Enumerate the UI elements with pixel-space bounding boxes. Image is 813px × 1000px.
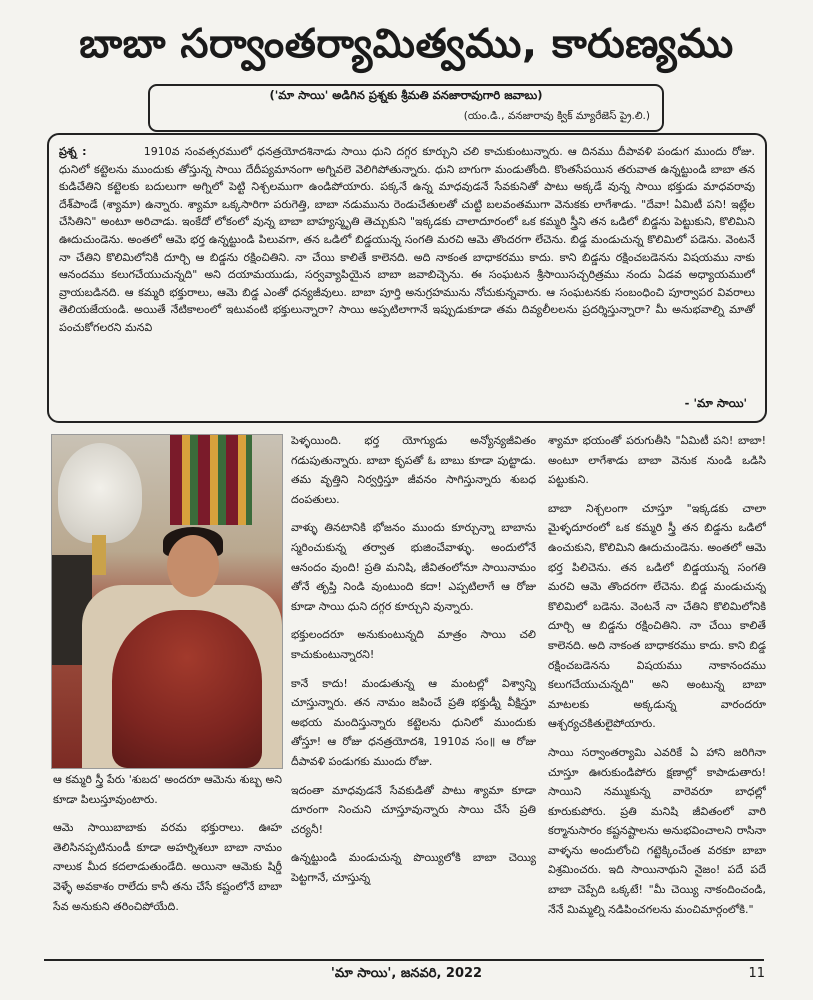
question-box — [47, 133, 767, 423]
question-text-block — [59, 143, 755, 393]
lamp-stand-icon — [92, 535, 106, 575]
right-column — [548, 431, 766, 961]
right-paragraph: బాబా నిశ్చలంగా చూస్తూ "ఇక్కడకు చాలా మైళ్ళదూరంలో ఒక కమ్మరి స్త్రీ తన బిడ్డను ఒడిలో ఉంచుకుని, కొలిమిని ఊదుచుండెను. అంతలో ఆమె భర్త పిలిచెను. తన ఒడిలో బిడ్డయున్న సంగతి మరచి ఆమె తొందరగా లేచెను. బిడ్డ మండుచున్న కొలిమిలో బడెను. వెంటనే నా చేతిని కొలిమిలోనికి దూర్చి ఆ బిడ్డను రక్షించితిని. నా చేయి కాలితే కాలెనది. అది నాకంత బాధాకరము కాదు. కాని బిడ్డ రక్షించబడెనను విషయము నాకానందము కలుగచేయుచున్నది" అని అంటున్న బాబా మాటలకు అక్కడున్న వారందరూ ఆశ్చర్యచకితులైపోయారు. — [548, 501, 766, 731]
peacock-ornament-icon — [58, 443, 142, 543]
caption-column — [53, 770, 282, 958]
middle-column — [291, 431, 536, 961]
right-paragraph: సాయి సర్వాంతర్యామి ఎవరికే ఏ హాని జరిగినా చూస్తూ ఊరుకుండిపోరు క్షణాల్లో కాపాడుతారు! సాయిని నమ్ముకున్న వారెవరూ బాధల్లో కూరుకుపోరు. ప్రతి మనిషి జీవితంలో వారి కర్మానుసారం కష్టనష్టాలను అనుభవించాలని రాసినా వాళ్ళను అందులోంచి గట్టెక్కించేంత వరకూ బాబా విశ్రమించరు. ఇది సాయినాథుని నైజం! పదే పదే బాబా చెప్పేది ఒక్కటే! "మీ చెయ్యి నాకందించండి, నేనే మిమ్మల్ని నడిపించగలను మంచిమార్గంలోకి." — [548, 745, 766, 916]
question-signature: - 'మా సాయి' — [684, 396, 747, 410]
article-title: బాబా సర్వాంతర్యామిత్వము, కారుణ్యము — [79, 21, 734, 67]
author-note: (యం.డి., వనజారావు క్విక్ మ్యారేజెస్ ప్రై.లి.) — [463, 110, 650, 122]
middle-paragraph: పెళ్ళయింది. భర్త యోగ్యుడు అన్యోన్యజీవితం గడుపుతున్నారు. బాబా కృపతో ఓ బాబు కూడా పుట్టాడు. తమ వృత్తిని నిర్వర్తిస్తూ జీవనం సాగిస్తున్నారు శుబధ దంపతులు. — [291, 434, 536, 506]
middle-paragraph: భక్తులందరూ అనుకుంటున్నది మాత్రం సాయి చలి కాచుకుంటున్నారని! — [291, 628, 536, 661]
question-label: ప్రశ్న : — [59, 145, 87, 158]
face-icon — [167, 535, 219, 597]
footer-divider — [44, 959, 764, 961]
page-number: 11 — [748, 966, 765, 981]
middle-paragraph: కానే కాదు! మండుతున్న ఆ మంటల్లో విశ్వాన్ని చూస్తున్నారు. తన నామం జపించే ప్రతి భక్తుడ్నీ వీక్షిస్తూ అభయ మందిస్తున్నారు కట్టెలను ధునిలో ముందుకు తోస్తూ! ఆ రోజు ధనత్రయోదశి, 1910వ సం॥ ఆ రోజు దీపావళి పండుగకు ముందు రోజు. — [291, 676, 536, 768]
right-paragraph: శ్యామా భయంతో పరుగుతీసి "ఏమిటీ పని! బాబా! అంటూ లాగేశాడు బాబా వెనుక నుండి ఒడిసి పట్టుకుని. — [548, 434, 766, 487]
middle-paragraph: ఉన్నట్టుండి మండుచున్న పొయ్యిలోకి బాబా చెయ్యి పెట్టగానే, చూస్తున్న — [291, 851, 536, 884]
caption-paragraph: ఆ కమ్మరి స్త్రీ పేరు 'శుబద' అందరూ ఆమెను శుబ్బ అని కూడా పిలుస్తూవుంటారు. — [53, 773, 282, 806]
footer-magazine-date: 'మా సాయి', జనవరి, 2022 — [330, 966, 483, 981]
saree-figure-icon — [112, 610, 262, 768]
wall-hanging-icon — [170, 435, 252, 525]
middle-paragraph: వాళ్ళు తినటానికి భోజనం ముందు కూర్చున్నా బాబాను స్మరించుకున్న తర్వాత భుజించేవాళ్ళు. అందులోనే ఆనందం వుంది! ప్రతి మనిషి, జీవితంలోనూ సాయినామం తోనే తృప్తి నిండి వుంటుంది కదా! ఎప్పటిలాగే ఆ రోజు కూడా సాయి ధుని దగ్గర కూర్చుని వున్నారు. — [291, 521, 536, 613]
subtitle-box — [148, 84, 664, 132]
question-text: 1910వ సంవత్సరములో ధనత్రయోదశినాడు సాయి ధుని దగ్గర కూర్చుని చలి కాచుకుంటున్నారు. ఆ దినము దీపావళి పండుగ ముందు రోజు. ధునిలో కట్టెలను ముందుకు తోస్తున్న సాయి దేదీప్యమానంగా అగ్నివలె వెలిగిపోతున్నారు. ధుని బాగుగా మండుతోంది. కొంతసేపయిన తరువాత ఉన్నట్టుండి బాబా తన కుడిచేతిని కట్టెలకు బదులుగా అగ్నిలో పెట్టి నిశ్చలముగా ఉండిపోయారు. పక్కనే ఉన్న మాధవుడనే సేవకునితో పాటు అక్కడే వున్న సాయి భక్తుడు మాధవరావు దేశ్‌పాండే (శ్యామా) ఉన్నారు. శ్యామా ఒక్కసారిగా పరుగెత్తి, బాబా నడుమును రెండుచేతులతో చుట్టి బలవంతముగా వెనుకకు లాగేశాడు. "దేవా! ఏమిటీ పని! ఇట్లేల చేసితిని" అంటూ అరిచాడు. ఇంకేదో లోకంలో వున్న బాబా బాహ్యస్మృతి తెచ్చుకుని "ఇక్కడకు చాలాదూరంలో ఒక కమ్మరి స్త్రీని తన ఒడిలో బిడ్డను పెట్టుకుని, కొలిమిని ఊదుచుండెను. అంతలో ఆమె భర్త ఉన్నట్టుండి పిలువగా, తన ఒడిలో బిడ్డయున్న సంగతి మరచి ఆమె తొందరగా లేచెను. బిడ్డ మండుచున్న కొలిమిలో పడెను. వెంటనే నా చేతిని కొలిమిలోనికి దూర్చి ఆ బిడ్డను రక్షించితిని. నా చేయి కాలితే కాలెనది. అది నాకంత బాధాకరము కాదు. కాని బిడ్డను రక్షించబడెనను విషయము నాకు ఆనందము కలుగచేయుచున్నది" అని దయామయుడు, సర్వవ్యాపియైన బాబా జవాబిచ్చెను. ఈ సంఘటన శ్రీసాయిసచ్చరిత్రము నందు ఏడవ అధ్యాయములో వ్రాయబడినది. ఆ కమ్మరి భక్తురాలు, ఆమె బిడ్డ ఎంతో ధన్యజీవులు. బాబా పూర్తి అనుగ్రహమును నోచుకున్నవారు. ఆ సంఘటనకు సంబంధించి పూర్వాపర వివరాలు తెలియజేయండి. అయితే నేటికాలంలో ఇటువంటి భక్తులున్నారా? సాయి అప్పటిలాగానే ఇప్పుడుకూడా తమ దివ్యలీలలను ప్రదర్శిస్తున్నారా? మీ అనుభవాల్ని మాతో పంచుకోగలరని మనవి — [59, 145, 755, 334]
caption-paragraph: ఆమె సాయిబాబాకు వరమ భక్తురాలు. ఊహ తెలిసినప్పటినుండీ కూడా అహర్నిశలూ బాబా నామం నాలుక మీద కదలాడుతుండేది. అయినా ఆమెకు షిర్డీ వెళ్ళే అవకాశం రాలేదు కానీ తను చేసే కష్టంలోనే బాబా సేవ అనుకుని తరించిపోయేది. — [53, 821, 282, 913]
middle-paragraph: ఇదంతా మాధవుడనే సేవకుడితో పాటు శ్యామా కూడా దూరంగా నించుని చూస్తూవున్నారు సాయి చేసే ప్రతి చర్యనీ! — [291, 783, 536, 836]
subtitle: ('మా సాయి' అడిగిన ప్రశ్నకు శ్రీమతి వనజారావుగారి జవాబు) — [269, 88, 543, 102]
author-photo — [51, 434, 283, 769]
